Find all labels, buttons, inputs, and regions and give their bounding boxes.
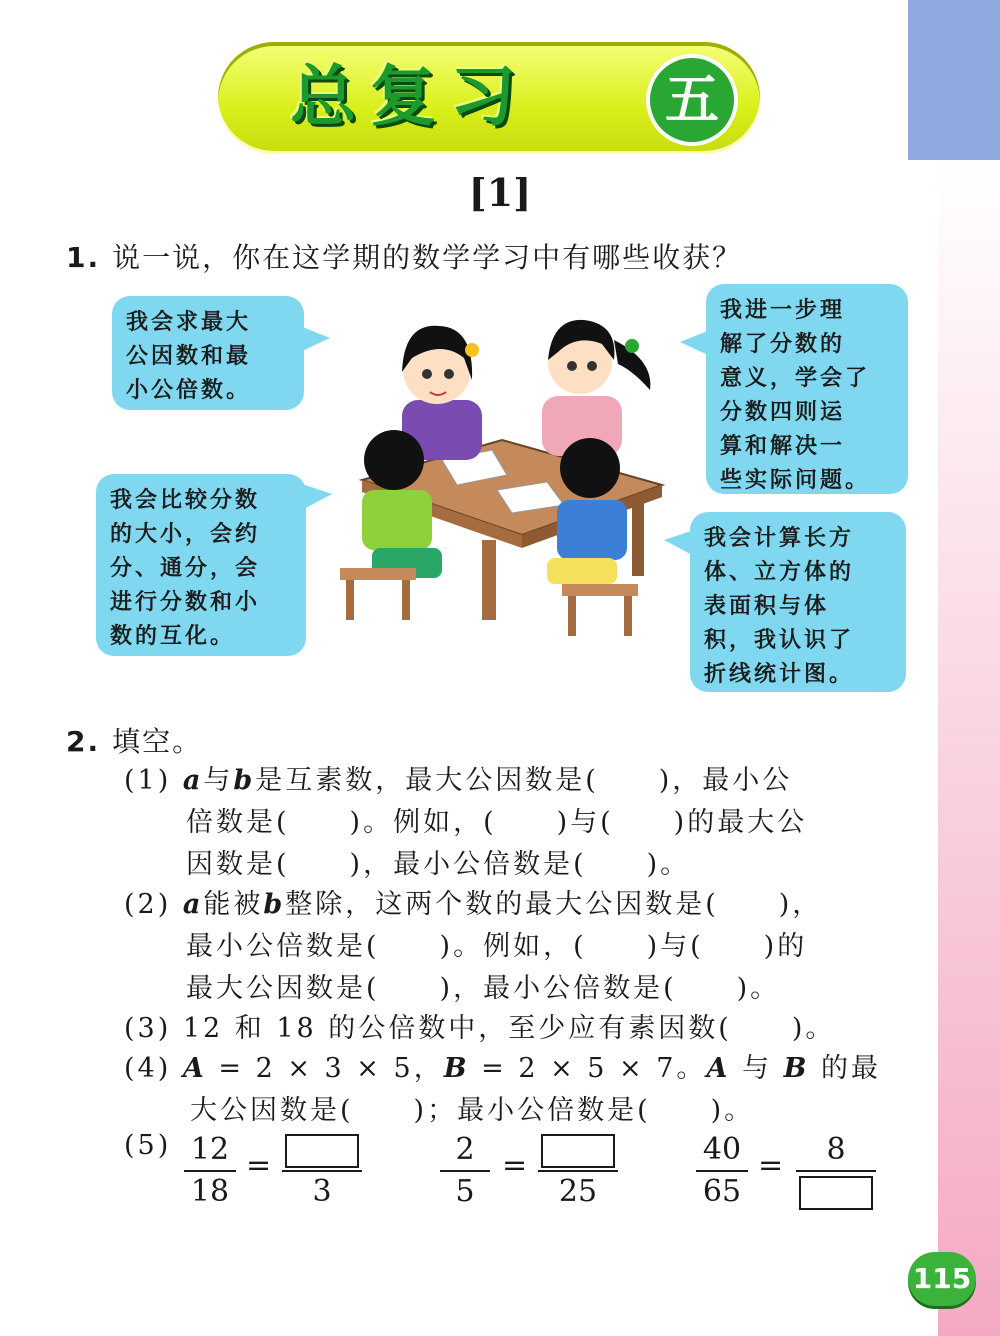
bubble-line: 我会比较分数 — [110, 488, 261, 513]
bubble-line: 算和解决一 — [720, 434, 846, 459]
answer-box[interactable] — [285, 1134, 359, 1168]
fraction: 12 18 — [184, 1130, 236, 1212]
question-2 — [66, 720, 202, 760]
fraction-answer: 3 — [282, 1130, 362, 1212]
page-number: 115 — [908, 1252, 976, 1306]
bubble-line: 折线统计图。 — [704, 662, 855, 687]
fraction: 2 5 — [440, 1130, 490, 1212]
section-label: [1] — [468, 170, 532, 215]
page-title: 总复习 — [290, 58, 530, 135]
bubble-line: 的大小，会约 — [110, 522, 261, 547]
problem-label: (1) — [124, 765, 172, 796]
variable-b: b — [263, 889, 286, 920]
problem-1-line-1: (1) a与b是互素数，最大公因数是( )，最小公 — [124, 765, 793, 796]
variable-A: A — [182, 1053, 207, 1084]
fraction-answer: 8 — [796, 1130, 876, 1212]
problem-label: (4) — [124, 1053, 172, 1084]
problem-1-line-2: 倍数是( )。例如，( )与( )的最大公 — [186, 807, 808, 838]
page-edge-tab-blue — [908, 0, 1000, 160]
equals-sign: = — [758, 1148, 784, 1183]
question-text: 填空。 — [112, 725, 203, 758]
page-edge-tab-pink — [938, 160, 1000, 1336]
bubble-line: 意义，学会了 — [720, 366, 871, 391]
question-number: 2. — [66, 725, 101, 758]
fraction-answer: 25 — [538, 1130, 618, 1212]
problem-5-label: (5) — [124, 1130, 172, 1161]
variable-a: a — [182, 889, 204, 920]
equals-sign: = — [246, 1148, 272, 1183]
title-number-badge: 五 — [650, 58, 734, 142]
bubble-line: 我会计算长方 — [704, 526, 855, 551]
bubble-line: 我会求最大 — [126, 310, 252, 335]
bubble-line: 体、立方体的 — [704, 560, 855, 585]
problem-4-line-1: (4) A = 2 × 3 × 5，B = 2 × 5 × 7。A 与 B 的最 — [124, 1053, 881, 1084]
answer-box[interactable] — [799, 1176, 873, 1210]
bubble-line: 分数四则运 — [720, 400, 846, 425]
problem-3: (3) 12 和 18 的公倍数中，至少应有素因数( )。 — [124, 1013, 836, 1044]
children-at-table-illustration — [332, 300, 684, 640]
speech-bubble-bottom-right — [690, 512, 906, 692]
variable-B: B — [443, 1053, 470, 1084]
fraction: 40 65 — [696, 1130, 748, 1212]
answer-box[interactable] — [541, 1134, 615, 1168]
problem-2-line-3: 最大公因数是( )，最小公倍数是( )。 — [186, 973, 781, 1004]
speech-bubble-top-left — [112, 296, 304, 410]
problem-4-line-2: 大公因数是( )；最小公倍数是( )。 — [190, 1095, 755, 1126]
problem-2-line-2: 最小公倍数是( )。例如，( )与( )的 — [186, 931, 808, 962]
bubble-line: 进行分数和小 — [110, 590, 261, 615]
variable-b: b — [233, 765, 256, 796]
bubble-line: 公因数和最 — [126, 344, 252, 369]
bubble-line: 积，我认识了 — [704, 628, 855, 653]
bubble-line: 数的互化。 — [110, 624, 236, 649]
question-1 — [66, 236, 742, 276]
speech-bubble-bottom-left — [96, 474, 306, 656]
bubble-line: 小公倍数。 — [126, 378, 252, 403]
equals-sign: = — [502, 1148, 528, 1183]
problem-label: (3) — [124, 1013, 172, 1044]
bubble-line: 分、通分，会 — [110, 556, 261, 581]
problem-2-line-1: (2) a能被b整除，这两个数的最大公因数是( )， — [124, 889, 823, 920]
bubble-line: 些实际问题。 — [720, 468, 871, 493]
variable-a: a — [182, 765, 204, 796]
question-text: 说一说，你在这学期的数学学习中有哪些收获？ — [112, 241, 743, 274]
problem-1-line-3: 因数是( )，最小公倍数是( )。 — [186, 849, 691, 880]
bubble-line: 我进一步理 — [720, 298, 846, 323]
problem-label: (2) — [124, 889, 172, 920]
bubble-line: 表面积与体 — [704, 594, 830, 619]
question-number: 1. — [66, 241, 101, 274]
bubble-line: 解了分数的 — [720, 332, 846, 357]
speech-bubble-top-right — [706, 284, 908, 494]
